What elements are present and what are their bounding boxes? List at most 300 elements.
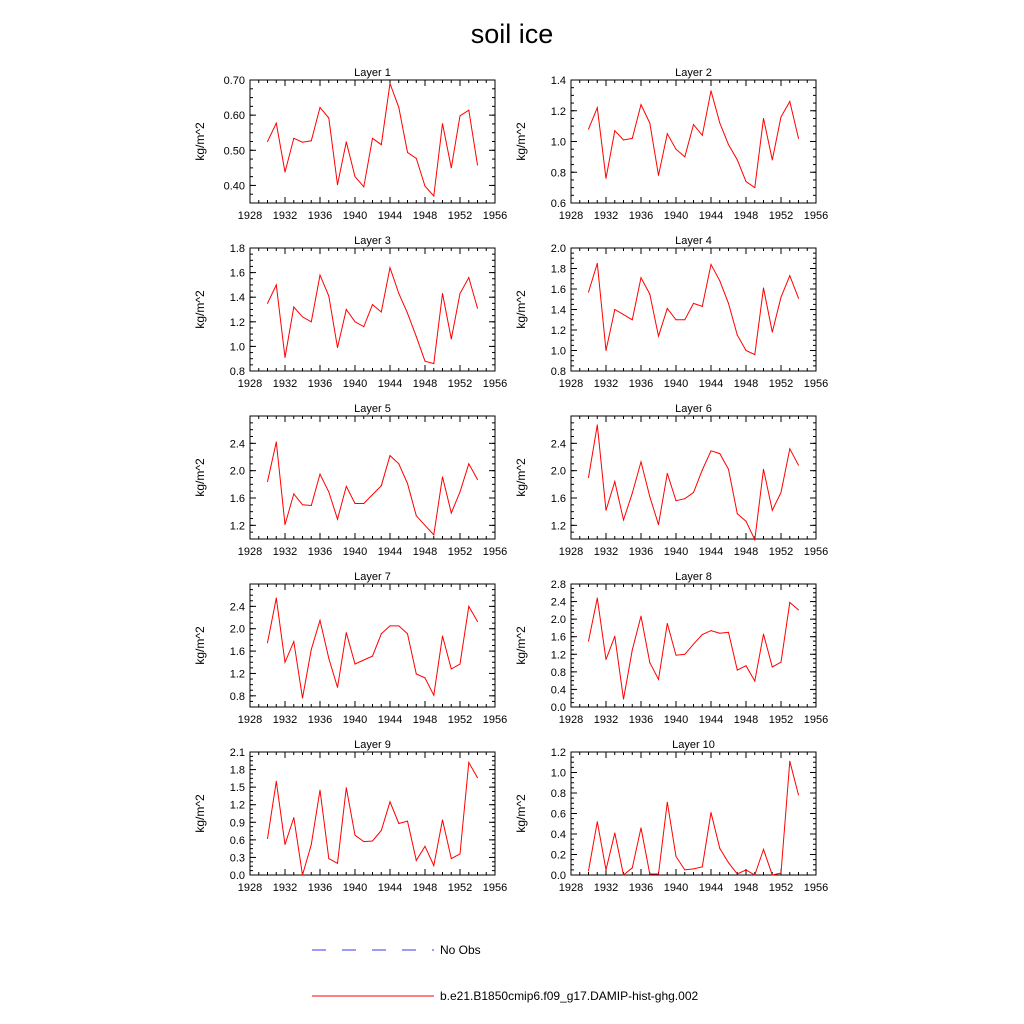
y-tick-label: 2.4 xyxy=(229,438,245,451)
y-tick-label: 1.2 xyxy=(229,799,245,812)
x-tick-label: 1956 xyxy=(482,714,508,726)
y-tick-label: 1.5 xyxy=(229,782,245,795)
data-point xyxy=(781,116,782,117)
panel-layer-4 xyxy=(514,235,828,390)
data-point xyxy=(676,655,677,656)
x-tick-label: 1948 xyxy=(412,714,438,726)
data-point xyxy=(416,515,417,516)
data-point xyxy=(754,539,755,540)
plot-frame xyxy=(250,752,495,875)
data-point xyxy=(468,277,469,278)
y-tick-label: 0.9 xyxy=(229,817,245,830)
x-tick-label: 1928 xyxy=(237,378,263,390)
data-point xyxy=(468,606,469,607)
y-tick-label: 1.6 xyxy=(229,267,245,280)
data-point xyxy=(693,644,694,645)
data-point xyxy=(337,687,338,688)
x-tick-label: 1956 xyxy=(803,546,829,558)
data-point xyxy=(632,493,633,494)
series-line xyxy=(268,598,478,698)
y-tick-label: 1.2 xyxy=(550,520,566,533)
y-tick-label: 0.3 xyxy=(229,852,245,865)
data-point xyxy=(754,187,755,188)
y-tick-label: 2.1 xyxy=(229,747,245,759)
figure-title: soil ice xyxy=(470,19,554,49)
data-point xyxy=(425,186,426,187)
data-point xyxy=(320,474,321,475)
data-point xyxy=(433,695,434,696)
data-point xyxy=(337,519,338,520)
y-axis-label: kg/m^2 xyxy=(514,290,528,329)
x-tick-label: 1956 xyxy=(803,378,829,390)
panel-title: Layer 8 xyxy=(675,571,712,583)
data-point xyxy=(781,492,782,493)
data-point xyxy=(468,110,469,111)
data-point xyxy=(693,868,694,869)
data-point xyxy=(772,159,773,160)
y-tick-label: 1.4 xyxy=(550,304,566,317)
data-point xyxy=(433,195,434,196)
data-point xyxy=(711,90,712,91)
data-point xyxy=(355,503,356,504)
data-point xyxy=(311,844,312,845)
data-point xyxy=(719,453,720,454)
legend-no-obs-label: No Obs xyxy=(440,943,481,957)
panel-layer-8 xyxy=(514,571,828,726)
series-line xyxy=(589,425,799,540)
panel-title: Layer 1 xyxy=(354,67,391,79)
x-tick-label: 1936 xyxy=(307,378,333,390)
series-line xyxy=(589,598,799,699)
y-tick-label: 1.2 xyxy=(550,747,566,759)
data-point xyxy=(372,656,373,657)
x-tick-label: 1936 xyxy=(628,882,654,894)
data-point xyxy=(684,319,685,320)
panel-title: Layer 4 xyxy=(675,235,712,247)
series-line xyxy=(268,268,478,364)
plot-frame xyxy=(571,752,816,875)
data-point xyxy=(746,665,747,666)
data-point xyxy=(746,181,747,182)
data-point xyxy=(267,481,268,482)
data-point xyxy=(320,107,321,108)
y-tick-label: 2.0 xyxy=(229,623,245,636)
data-point xyxy=(588,477,589,478)
data-point xyxy=(623,699,624,700)
x-tick-label: 1932 xyxy=(593,210,619,222)
x-tick-label: 1932 xyxy=(593,714,619,726)
data-point xyxy=(433,865,434,866)
data-point xyxy=(477,621,478,622)
data-point xyxy=(468,762,469,763)
data-point xyxy=(416,860,417,861)
x-tick-label: 1944 xyxy=(698,882,724,894)
data-point xyxy=(442,635,443,636)
data-point xyxy=(267,303,268,304)
data-point xyxy=(320,620,321,621)
data-point xyxy=(606,178,607,179)
y-axis-label: kg/m^2 xyxy=(193,794,207,833)
data-point xyxy=(451,858,452,859)
data-point xyxy=(772,875,773,876)
data-point xyxy=(693,303,694,304)
x-tick-label: 1940 xyxy=(663,210,689,222)
data-point xyxy=(398,463,399,464)
data-point xyxy=(398,107,399,108)
x-tick-label: 1936 xyxy=(628,546,654,558)
data-point xyxy=(285,844,286,845)
data-point xyxy=(798,298,799,299)
data-point xyxy=(425,677,426,678)
data-point xyxy=(346,486,347,487)
x-tick-label: 1940 xyxy=(342,378,368,390)
data-point xyxy=(728,632,729,633)
data-point xyxy=(597,107,598,108)
data-point xyxy=(451,167,452,168)
data-point xyxy=(702,469,703,470)
x-tick-label: 1956 xyxy=(482,210,508,222)
y-tick-label: 1.6 xyxy=(229,646,245,659)
data-point xyxy=(363,326,364,327)
data-point xyxy=(754,875,755,876)
x-tick-label: 1932 xyxy=(593,546,619,558)
y-tick-label: 2.4 xyxy=(550,596,566,609)
x-tick-label: 1928 xyxy=(558,714,584,726)
y-tick-label: 1.0 xyxy=(229,341,245,354)
data-point xyxy=(285,524,286,525)
data-point xyxy=(293,138,294,139)
plot-frame xyxy=(250,584,495,707)
panel-layer-2 xyxy=(514,67,828,222)
y-tick-label: 0.4 xyxy=(550,684,566,697)
data-point xyxy=(798,138,799,139)
x-tick-label: 1940 xyxy=(342,546,368,558)
data-point xyxy=(728,862,729,863)
data-point xyxy=(702,634,703,635)
data-point xyxy=(355,663,356,664)
x-tick-label: 1952 xyxy=(447,714,473,726)
data-point xyxy=(407,633,408,634)
y-axis-label: kg/m^2 xyxy=(514,626,528,665)
data-point xyxy=(772,667,773,668)
panel-layer-3 xyxy=(193,235,507,390)
y-axis-label: kg/m^2 xyxy=(514,458,528,497)
x-tick-label: 1952 xyxy=(447,546,473,558)
data-point xyxy=(372,494,373,495)
data-point xyxy=(789,448,790,449)
data-point xyxy=(623,875,624,876)
data-point xyxy=(355,176,356,177)
data-point xyxy=(737,335,738,336)
data-point xyxy=(407,483,408,484)
data-point xyxy=(311,649,312,650)
plot-frame xyxy=(250,80,495,203)
y-tick-label: 0.8 xyxy=(550,788,566,800)
data-point xyxy=(623,519,624,520)
x-tick-label: 1952 xyxy=(768,378,794,390)
data-point xyxy=(425,361,426,362)
plot-frame xyxy=(250,416,495,539)
data-point xyxy=(702,306,703,307)
data-point xyxy=(302,875,303,876)
y-tick-label: 2.0 xyxy=(550,465,566,478)
data-point xyxy=(763,634,764,635)
y-tick-label: 1.4 xyxy=(550,75,566,87)
y-tick-label: 0.70 xyxy=(223,75,245,87)
x-tick-label: 1948 xyxy=(412,210,438,222)
data-point xyxy=(355,835,356,836)
y-tick-label: 2.0 xyxy=(550,614,566,627)
x-tick-label: 1940 xyxy=(342,714,368,726)
data-point xyxy=(477,308,478,309)
panel-title: Layer 6 xyxy=(675,403,712,415)
y-tick-label: 1.2 xyxy=(550,649,566,662)
x-tick-label: 1944 xyxy=(698,378,724,390)
data-point xyxy=(460,115,461,116)
y-tick-label: 1.6 xyxy=(550,284,566,296)
data-point xyxy=(468,463,469,464)
x-tick-label: 1948 xyxy=(733,714,759,726)
panel-layer-6 xyxy=(514,403,828,558)
data-point xyxy=(641,461,642,462)
y-tick-label: 1.2 xyxy=(550,325,566,337)
data-point xyxy=(372,138,373,139)
data-point xyxy=(676,319,677,320)
data-point xyxy=(425,846,426,847)
x-tick-label: 1956 xyxy=(803,882,829,894)
data-point xyxy=(781,297,782,298)
x-tick-label: 1940 xyxy=(663,882,689,894)
data-point xyxy=(346,632,347,633)
panel-layer-9 xyxy=(193,739,507,894)
x-tick-label: 1948 xyxy=(733,210,759,222)
y-tick-label: 0.8 xyxy=(229,690,245,703)
data-point xyxy=(772,332,773,333)
data-point xyxy=(442,123,443,124)
data-point xyxy=(781,872,782,873)
data-point xyxy=(276,781,277,782)
y-tick-label: 0.8 xyxy=(550,666,566,679)
x-tick-label: 1952 xyxy=(768,882,794,894)
data-point xyxy=(276,441,277,442)
x-tick-label: 1940 xyxy=(663,378,689,390)
data-point xyxy=(328,117,329,118)
y-tick-label: 1.2 xyxy=(229,520,245,533)
plot-frame xyxy=(571,416,816,539)
panel-layer-5 xyxy=(193,403,507,558)
x-tick-label: 1952 xyxy=(447,378,473,390)
y-tick-label: 0.8 xyxy=(550,366,566,378)
data-point xyxy=(632,867,633,868)
data-point xyxy=(649,123,650,124)
data-point xyxy=(667,473,668,474)
data-point xyxy=(588,870,589,871)
x-tick-label: 1952 xyxy=(768,546,794,558)
data-point xyxy=(597,821,598,822)
data-point xyxy=(355,321,356,322)
data-point xyxy=(390,625,391,626)
series-line xyxy=(589,761,799,875)
data-point xyxy=(442,476,443,477)
data-point xyxy=(772,510,773,511)
data-point xyxy=(346,141,347,142)
data-point xyxy=(381,633,382,634)
data-point xyxy=(588,292,589,293)
data-point xyxy=(372,841,373,842)
data-point xyxy=(667,623,668,624)
x-tick-label: 1936 xyxy=(307,210,333,222)
data-point xyxy=(477,777,478,778)
panel-layer-1 xyxy=(193,67,507,222)
data-point xyxy=(302,316,303,317)
data-point xyxy=(728,303,729,304)
x-tick-label: 1936 xyxy=(628,714,654,726)
data-point xyxy=(597,263,598,264)
data-point xyxy=(649,873,650,874)
data-point xyxy=(746,869,747,870)
data-point xyxy=(789,275,790,276)
data-point xyxy=(337,347,338,348)
x-tick-label: 1928 xyxy=(237,210,263,222)
data-point xyxy=(451,339,452,340)
data-point xyxy=(588,129,589,130)
x-tick-label: 1948 xyxy=(733,546,759,558)
panel-title: Layer 9 xyxy=(354,739,391,751)
y-axis-label: kg/m^2 xyxy=(193,122,207,161)
data-point xyxy=(267,141,268,142)
y-tick-label: 0.0 xyxy=(550,702,566,714)
data-point xyxy=(667,802,668,803)
x-tick-label: 1932 xyxy=(272,378,298,390)
data-point xyxy=(632,649,633,650)
x-tick-label: 1940 xyxy=(663,714,689,726)
data-point xyxy=(285,662,286,663)
data-point xyxy=(798,795,799,796)
y-tick-label: 1.6 xyxy=(550,631,566,644)
data-point xyxy=(719,633,720,634)
data-point xyxy=(363,660,364,661)
y-tick-label: 2.4 xyxy=(550,438,566,451)
data-point xyxy=(649,496,650,497)
x-tick-label: 1948 xyxy=(412,882,438,894)
data-point xyxy=(328,491,329,492)
data-point xyxy=(293,307,294,308)
data-point xyxy=(416,336,417,337)
y-tick-label: 0.2 xyxy=(550,849,566,862)
data-point xyxy=(789,101,790,102)
series-line xyxy=(268,442,478,535)
data-point xyxy=(320,275,321,276)
data-point xyxy=(641,616,642,617)
data-point xyxy=(789,761,790,762)
y-axis-label: kg/m^2 xyxy=(193,626,207,665)
series-line xyxy=(268,84,478,197)
data-point xyxy=(746,350,747,351)
data-point xyxy=(433,534,434,535)
y-tick-label: 0.6 xyxy=(550,808,566,821)
x-tick-label: 1948 xyxy=(412,546,438,558)
data-point xyxy=(398,823,399,824)
x-tick-label: 1948 xyxy=(733,882,759,894)
x-tick-label: 1952 xyxy=(768,210,794,222)
data-point xyxy=(328,658,329,659)
y-axis-label: kg/m^2 xyxy=(193,290,207,329)
data-point xyxy=(623,314,624,315)
data-point xyxy=(798,609,799,610)
x-tick-label: 1932 xyxy=(272,714,298,726)
data-point xyxy=(390,83,391,84)
y-tick-label: 1.6 xyxy=(550,493,566,505)
x-tick-label: 1956 xyxy=(803,714,829,726)
data-point xyxy=(407,152,408,153)
data-point xyxy=(737,873,738,874)
y-tick-label: 1.6 xyxy=(229,493,245,505)
plot-frame xyxy=(250,248,495,371)
y-tick-label: 2.0 xyxy=(229,465,245,478)
legend-model-label: b.e21.B1850cmip6.f09_g17.DAMIP-hist-ghg.002 xyxy=(440,989,699,1003)
data-point xyxy=(311,505,312,506)
data-point xyxy=(346,787,347,788)
data-point xyxy=(658,524,659,525)
data-point xyxy=(641,104,642,105)
data-point xyxy=(789,602,790,603)
y-tick-label: 1.0 xyxy=(550,767,566,780)
data-point xyxy=(293,493,294,494)
data-point xyxy=(676,500,677,501)
data-point xyxy=(398,293,399,294)
data-point xyxy=(667,133,668,134)
y-tick-label: 0.60 xyxy=(223,110,245,123)
data-point xyxy=(632,319,633,320)
data-point xyxy=(285,357,286,358)
series-line xyxy=(589,263,799,354)
data-point xyxy=(728,144,729,145)
data-point xyxy=(737,670,738,671)
data-point xyxy=(763,118,764,119)
x-tick-label: 1936 xyxy=(307,714,333,726)
data-point xyxy=(763,287,764,288)
data-point xyxy=(363,503,364,504)
data-point xyxy=(267,642,268,643)
y-tick-label: 1.2 xyxy=(229,316,245,329)
data-point xyxy=(641,277,642,278)
panels-grid xyxy=(193,67,828,894)
x-tick-label: 1944 xyxy=(377,546,403,558)
data-point xyxy=(728,469,729,470)
x-tick-label: 1928 xyxy=(237,882,263,894)
data-point xyxy=(407,821,408,822)
x-tick-label: 1928 xyxy=(558,546,584,558)
data-point xyxy=(276,284,277,285)
x-tick-label: 1944 xyxy=(377,714,403,726)
data-point xyxy=(658,679,659,680)
y-tick-label: 0.40 xyxy=(223,180,245,193)
data-point xyxy=(267,838,268,839)
data-point xyxy=(425,525,426,526)
y-tick-label: 1.2 xyxy=(229,668,245,681)
data-point xyxy=(390,455,391,456)
y-axis-label: kg/m^2 xyxy=(193,458,207,497)
data-point xyxy=(693,492,694,493)
panel-title: Layer 10 xyxy=(672,739,715,751)
data-point xyxy=(276,597,277,598)
x-tick-label: 1956 xyxy=(482,546,508,558)
y-tick-label: 0.4 xyxy=(550,829,566,841)
x-tick-label: 1944 xyxy=(377,210,403,222)
y-tick-label: 2.4 xyxy=(229,601,245,614)
series-line xyxy=(589,91,799,188)
data-point xyxy=(477,479,478,480)
